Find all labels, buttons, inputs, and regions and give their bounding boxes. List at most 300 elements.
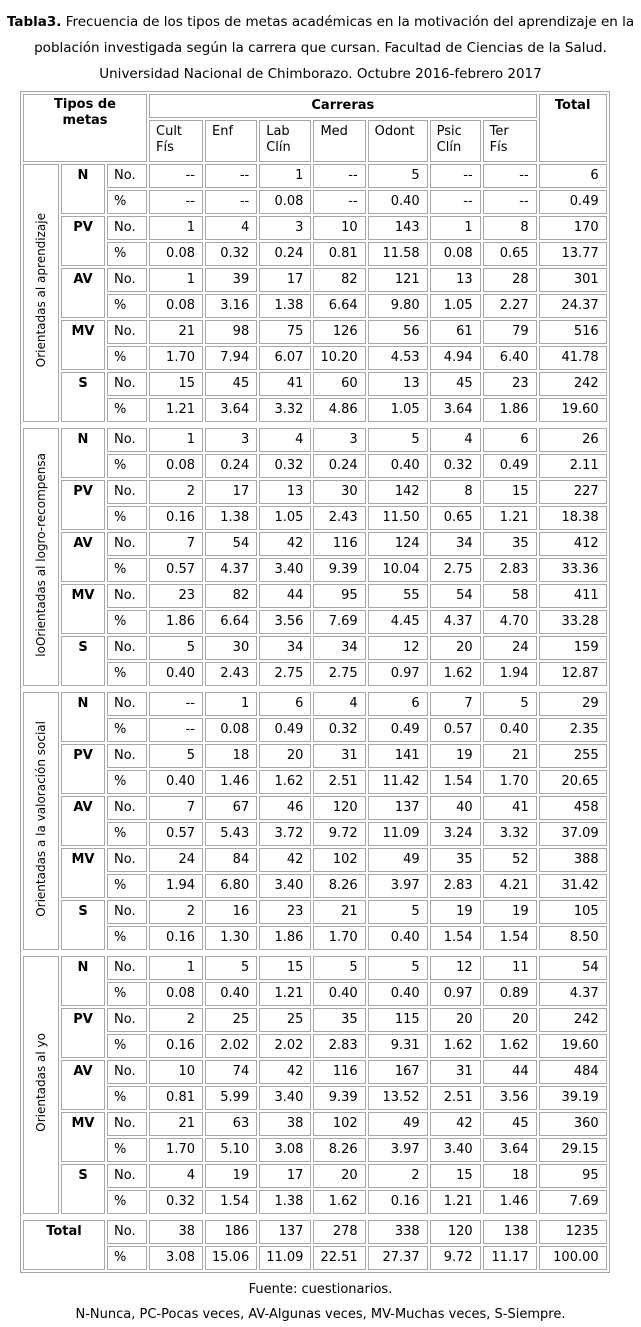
data-row xyxy=(23,294,607,318)
value-cell: 0.40 xyxy=(368,982,428,1006)
value-cell: 1.54 xyxy=(205,1190,257,1214)
group-label: Orientadas a la valoración social xyxy=(34,720,48,917)
measure-label-cell: % xyxy=(107,610,147,634)
value-cell: 9.31 xyxy=(368,1034,428,1058)
value-cell: 9.72 xyxy=(313,822,365,846)
value-cell: 61 xyxy=(430,320,481,344)
career-header-cell: Enf xyxy=(205,120,257,162)
value-cell: 12 xyxy=(368,636,428,660)
value-cell: 21 xyxy=(149,1112,203,1136)
value-cell: 6.80 xyxy=(205,874,257,898)
group-label: Orientadas al aprendizaje xyxy=(34,213,48,368)
value-cell: 1.70 xyxy=(483,770,537,794)
value-cell: 34 xyxy=(430,532,481,556)
value-cell: 278 xyxy=(313,1220,365,1244)
value-cell: 39 xyxy=(205,268,257,292)
value-cell: 0.97 xyxy=(430,982,481,1006)
value-cell: 39.19 xyxy=(539,1086,607,1110)
value-cell: 54 xyxy=(539,956,607,980)
value-cell: 255 xyxy=(539,744,607,768)
value-cell: 19 xyxy=(430,744,481,768)
header-row-1 xyxy=(23,94,607,118)
value-cell: 3 xyxy=(205,428,257,452)
value-cell: 5 xyxy=(368,900,428,924)
value-cell: 82 xyxy=(313,268,365,292)
value-cell: 13 xyxy=(259,480,311,504)
value-cell: 5 xyxy=(368,956,428,980)
value-cell: 24.37 xyxy=(539,294,607,318)
data-row xyxy=(23,268,607,292)
value-cell: 38 xyxy=(259,1112,311,1136)
value-cell: 25 xyxy=(205,1008,257,1032)
value-cell: 45 xyxy=(430,372,481,396)
measure-label-cell: % xyxy=(107,662,147,686)
value-cell: 30 xyxy=(205,636,257,660)
value-cell: 13 xyxy=(368,372,428,396)
value-cell: 5 xyxy=(149,744,203,768)
value-cell: 3.24 xyxy=(430,822,481,846)
goal-type-cell: S xyxy=(61,636,105,686)
value-cell: 458 xyxy=(539,796,607,820)
value-cell: 5 xyxy=(149,636,203,660)
data-row xyxy=(23,1138,607,1162)
value-cell: 2.75 xyxy=(430,558,481,582)
data-row xyxy=(23,982,607,1006)
value-cell: -- xyxy=(483,190,537,214)
value-cell: 31 xyxy=(430,1060,481,1084)
data-row xyxy=(23,320,607,344)
data-row xyxy=(23,372,607,396)
value-cell: 56 xyxy=(368,320,428,344)
value-cell: 301 xyxy=(539,268,607,292)
goal-type-cell: N xyxy=(61,692,105,742)
value-cell: 102 xyxy=(313,1112,365,1136)
value-cell: 6.64 xyxy=(313,294,365,318)
data-row xyxy=(23,190,607,214)
value-cell: 3.56 xyxy=(259,610,311,634)
measure-label-cell: No. xyxy=(107,744,147,768)
value-cell: 3.97 xyxy=(368,874,428,898)
value-cell: 4 xyxy=(149,1164,203,1188)
table-title-line-2: población investigada según la carrera que cursan. Facultad de Ciencias de la Salud. xyxy=(34,40,607,56)
value-cell: 20 xyxy=(313,1164,365,1188)
measure-label-cell: % xyxy=(107,398,147,422)
goal-type-cell: PV xyxy=(61,216,105,266)
value-cell: 1.05 xyxy=(430,294,481,318)
value-cell: 116 xyxy=(313,1060,365,1084)
value-cell: 3 xyxy=(259,216,311,240)
value-cell: 11 xyxy=(483,956,537,980)
value-cell: 11.50 xyxy=(368,506,428,530)
value-cell: 8.26 xyxy=(313,1138,365,1162)
measure-label-cell: No. xyxy=(107,1164,147,1188)
value-cell: 7 xyxy=(149,796,203,820)
value-cell: 141 xyxy=(368,744,428,768)
value-cell: 1 xyxy=(430,216,481,240)
value-cell: -- xyxy=(430,190,481,214)
value-cell: 63 xyxy=(205,1112,257,1136)
value-cell: 11.09 xyxy=(259,1246,311,1270)
value-cell: 74 xyxy=(205,1060,257,1084)
data-row xyxy=(23,662,607,686)
value-cell: 34 xyxy=(259,636,311,660)
group-label: loOrientadas al logro-recompensa xyxy=(34,452,48,657)
value-cell: 34 xyxy=(313,636,365,660)
value-cell: 1.62 xyxy=(430,662,481,686)
goal-type-cell: N xyxy=(61,428,105,478)
data-row xyxy=(23,584,607,608)
data-row xyxy=(23,744,607,768)
value-cell: 142 xyxy=(368,480,428,504)
value-cell: 55 xyxy=(368,584,428,608)
value-cell: 102 xyxy=(313,848,365,872)
value-cell: 13.77 xyxy=(539,242,607,266)
value-cell: 10.04 xyxy=(368,558,428,582)
value-cell: 0.89 xyxy=(483,982,537,1006)
value-cell: 0.16 xyxy=(368,1190,428,1214)
value-cell: 0.08 xyxy=(149,982,203,1006)
value-cell: 242 xyxy=(539,372,607,396)
goal-type-cell: MV xyxy=(61,320,105,370)
value-cell: 4 xyxy=(205,216,257,240)
data-row xyxy=(23,796,607,820)
value-cell: 0.24 xyxy=(205,454,257,478)
value-cell: 19.60 xyxy=(539,398,607,422)
goal-type-cell: S xyxy=(61,372,105,422)
value-cell: 31.42 xyxy=(539,874,607,898)
value-cell: 484 xyxy=(539,1060,607,1084)
value-cell: 8.26 xyxy=(313,874,365,898)
value-cell: 0.57 xyxy=(149,822,203,846)
value-cell: 11.42 xyxy=(368,770,428,794)
value-cell: 11.09 xyxy=(368,822,428,846)
value-cell: 41.78 xyxy=(539,346,607,370)
value-cell: 116 xyxy=(313,532,365,556)
value-cell: 29 xyxy=(539,692,607,716)
value-cell: -- xyxy=(149,692,203,716)
value-cell: 0.57 xyxy=(149,558,203,582)
header-carreras: Carreras xyxy=(149,94,537,118)
value-cell: 2.43 xyxy=(313,506,365,530)
value-cell: 0.08 xyxy=(205,718,257,742)
value-cell: 44 xyxy=(259,584,311,608)
value-cell: 126 xyxy=(313,320,365,344)
value-cell: 2.75 xyxy=(313,662,365,686)
goal-type-cell: MV xyxy=(61,584,105,634)
value-cell: -- xyxy=(430,164,481,188)
group-label-cell xyxy=(23,428,59,686)
value-cell: 0.65 xyxy=(483,242,537,266)
value-cell: 21 xyxy=(313,900,365,924)
frequency-table xyxy=(20,91,610,1273)
value-cell: 1.05 xyxy=(259,506,311,530)
value-cell: 28 xyxy=(483,268,537,292)
value-cell: 11.17 xyxy=(483,1246,537,1270)
value-cell: 4.94 xyxy=(430,346,481,370)
value-cell: 1.94 xyxy=(149,874,203,898)
value-cell: 2 xyxy=(149,900,203,924)
data-row xyxy=(23,1086,607,1110)
data-row xyxy=(23,900,607,924)
value-cell: 0.24 xyxy=(259,242,311,266)
data-row xyxy=(23,718,607,742)
value-cell: 20 xyxy=(430,1008,481,1032)
spacer-cell xyxy=(23,952,607,954)
measure-label-cell: % xyxy=(107,294,147,318)
value-cell: 42 xyxy=(259,848,311,872)
value-cell: 58 xyxy=(483,584,537,608)
value-cell: 0.40 xyxy=(368,926,428,950)
value-cell: 17 xyxy=(205,480,257,504)
goal-type-cell: MV xyxy=(61,1112,105,1162)
value-cell: 12.87 xyxy=(539,662,607,686)
value-cell: 1.94 xyxy=(483,662,537,686)
data-row xyxy=(23,454,607,478)
group-spacer-row xyxy=(23,424,607,426)
total-row xyxy=(23,1220,607,1244)
goal-type-cell: AV xyxy=(61,268,105,318)
value-cell: 0.40 xyxy=(368,190,428,214)
career-header-cell: Cult Fís xyxy=(149,120,203,162)
value-cell: 2.51 xyxy=(313,770,365,794)
value-cell: 0.81 xyxy=(149,1086,203,1110)
value-cell: 8.50 xyxy=(539,926,607,950)
career-header-cell: Lab Clín xyxy=(259,120,311,162)
value-cell: 40 xyxy=(430,796,481,820)
value-cell: 6 xyxy=(259,692,311,716)
value-cell: 1.86 xyxy=(259,926,311,950)
value-cell: 19 xyxy=(205,1164,257,1188)
value-cell: 67 xyxy=(205,796,257,820)
value-cell: 1.54 xyxy=(430,770,481,794)
value-cell: 4 xyxy=(313,692,365,716)
measure-label-cell: % xyxy=(107,242,147,266)
value-cell: 1.21 xyxy=(259,982,311,1006)
value-cell: 45 xyxy=(483,1112,537,1136)
value-cell: 4.45 xyxy=(368,610,428,634)
value-cell: 37.09 xyxy=(539,822,607,846)
value-cell: -- xyxy=(313,190,365,214)
value-cell: 4.70 xyxy=(483,610,537,634)
goal-type-cell: AV xyxy=(61,1060,105,1110)
table-title-line-1 xyxy=(0,9,641,35)
value-cell: 46 xyxy=(259,796,311,820)
value-cell: 4.37 xyxy=(205,558,257,582)
value-cell: -- xyxy=(205,164,257,188)
value-cell: -- xyxy=(149,190,203,214)
value-cell: 1.86 xyxy=(483,398,537,422)
value-cell: 17 xyxy=(259,268,311,292)
measure-label-cell: No. xyxy=(107,164,147,188)
value-cell: 19 xyxy=(483,900,537,924)
data-row xyxy=(23,558,607,582)
data-row xyxy=(23,216,607,240)
value-cell: 7.69 xyxy=(313,610,365,634)
value-cell: 24 xyxy=(149,848,203,872)
value-cell: 6 xyxy=(483,428,537,452)
value-cell: 13 xyxy=(430,268,481,292)
value-cell: 0.32 xyxy=(205,242,257,266)
measure-label-cell: No. xyxy=(107,848,147,872)
data-row xyxy=(23,242,607,266)
value-cell: 4.86 xyxy=(313,398,365,422)
measure-label-cell: No. xyxy=(107,796,147,820)
value-cell: 17 xyxy=(259,1164,311,1188)
measure-label-cell: % xyxy=(107,1034,147,1058)
value-cell: 0.97 xyxy=(368,662,428,686)
value-cell: 42 xyxy=(430,1112,481,1136)
value-cell: 0.08 xyxy=(149,242,203,266)
data-row xyxy=(23,926,607,950)
group-label-cell xyxy=(23,164,59,422)
value-cell: 23 xyxy=(149,584,203,608)
goal-type-cell: PV xyxy=(61,480,105,530)
measure-label-cell: No. xyxy=(107,1220,147,1244)
value-cell: 6 xyxy=(539,164,607,188)
group-label-cell xyxy=(23,956,59,1214)
measure-label-cell: No. xyxy=(107,268,147,292)
value-cell: 18 xyxy=(205,744,257,768)
value-cell: 23 xyxy=(259,900,311,924)
value-cell: 0.16 xyxy=(149,926,203,950)
data-row xyxy=(23,770,607,794)
value-cell: 1.38 xyxy=(259,294,311,318)
data-row xyxy=(23,398,607,422)
value-cell: 49 xyxy=(368,1112,428,1136)
value-cell: 2.02 xyxy=(259,1034,311,1058)
value-cell: 1.30 xyxy=(205,926,257,950)
value-cell: 15 xyxy=(483,480,537,504)
measure-label-cell: % xyxy=(107,1138,147,1162)
value-cell: 3.40 xyxy=(430,1138,481,1162)
value-cell: 33.28 xyxy=(539,610,607,634)
value-cell: 41 xyxy=(259,372,311,396)
value-cell: 7 xyxy=(430,692,481,716)
table-header xyxy=(23,94,607,162)
value-cell: 3.08 xyxy=(149,1246,203,1270)
value-cell: 0.49 xyxy=(539,190,607,214)
value-cell: 45 xyxy=(205,372,257,396)
value-cell: 0.49 xyxy=(259,718,311,742)
group-spacer-row xyxy=(23,688,607,690)
value-cell: 44 xyxy=(483,1060,537,1084)
value-cell: 2.83 xyxy=(313,1034,365,1058)
value-cell: 0.08 xyxy=(430,242,481,266)
header-tipos-de-metas: Tipos de metas xyxy=(23,94,147,162)
value-cell: 3.40 xyxy=(259,558,311,582)
measure-label-cell: No. xyxy=(107,900,147,924)
value-cell: 18.38 xyxy=(539,506,607,530)
value-cell: 0.49 xyxy=(368,718,428,742)
value-cell: 167 xyxy=(368,1060,428,1084)
value-cell: 0.49 xyxy=(483,454,537,478)
value-cell: 3.40 xyxy=(259,1086,311,1110)
data-row xyxy=(23,1190,607,1214)
value-cell: 242 xyxy=(539,1008,607,1032)
value-cell: 1 xyxy=(259,164,311,188)
measure-label-cell: % xyxy=(107,454,147,478)
value-cell: 20 xyxy=(483,1008,537,1032)
data-row xyxy=(23,1034,607,1058)
value-cell: 1 xyxy=(205,692,257,716)
legend-note: N-Nunca, PC-Pocas veces, AV-Algunas veces, MV-Muchas veces, S-Siempre. xyxy=(75,1307,566,1322)
table-body xyxy=(23,164,607,1270)
measure-label-cell: No. xyxy=(107,216,147,240)
value-cell: 0.40 xyxy=(149,662,203,686)
value-cell: 9.39 xyxy=(313,558,365,582)
value-cell: 5.43 xyxy=(205,822,257,846)
measure-label-cell: % xyxy=(107,926,147,950)
spacer-cell xyxy=(23,1216,607,1218)
value-cell: 0.08 xyxy=(149,454,203,478)
value-cell: 15 xyxy=(259,956,311,980)
value-cell: 0.32 xyxy=(430,454,481,478)
value-cell: 338 xyxy=(368,1220,428,1244)
value-cell: 54 xyxy=(430,584,481,608)
value-cell: 9.39 xyxy=(313,1086,365,1110)
value-cell: 33.36 xyxy=(539,558,607,582)
value-cell: 5 xyxy=(205,956,257,980)
value-cell: 30 xyxy=(313,480,365,504)
value-cell: 0.32 xyxy=(259,454,311,478)
value-cell: 27.37 xyxy=(368,1246,428,1270)
value-cell: 35 xyxy=(483,532,537,556)
data-row xyxy=(23,610,607,634)
value-cell: 4.21 xyxy=(483,874,537,898)
value-cell: -- xyxy=(149,718,203,742)
table-title-line-3: Universidad Nacional de Chimborazo. Octubre 2016-febrero 2017 xyxy=(99,66,542,82)
value-cell: 4 xyxy=(430,428,481,452)
value-cell: 1.62 xyxy=(259,770,311,794)
value-cell: 120 xyxy=(313,796,365,820)
value-cell: 105 xyxy=(539,900,607,924)
value-cell: 1.21 xyxy=(149,398,203,422)
value-cell: 49 xyxy=(368,848,428,872)
value-cell: 82 xyxy=(205,584,257,608)
value-cell: 2.35 xyxy=(539,718,607,742)
measure-label-cell: % xyxy=(107,1190,147,1214)
career-header-cell: Ter Fís xyxy=(483,120,537,162)
value-cell: 5 xyxy=(313,956,365,980)
value-cell: 2.27 xyxy=(483,294,537,318)
value-cell: 4 xyxy=(259,428,311,452)
value-cell: 2 xyxy=(149,1008,203,1032)
value-cell: 20 xyxy=(430,636,481,660)
measure-label-cell: No. xyxy=(107,428,147,452)
data-row xyxy=(23,1060,607,1084)
data-row xyxy=(23,822,607,846)
value-cell: 13.52 xyxy=(368,1086,428,1110)
value-cell: 0.40 xyxy=(368,454,428,478)
value-cell: 2.83 xyxy=(430,874,481,898)
value-cell: 54 xyxy=(205,532,257,556)
data-row xyxy=(23,636,607,660)
value-cell: 38 xyxy=(149,1220,203,1244)
value-cell: 8 xyxy=(483,216,537,240)
value-cell: 2.75 xyxy=(259,662,311,686)
value-cell: 3.32 xyxy=(483,822,537,846)
measure-label-cell: No. xyxy=(107,1112,147,1136)
table-title-text: Frecuencia de los tipos de metas académicas en la motivación del aprendizaje en la xyxy=(65,14,635,30)
data-row xyxy=(23,506,607,530)
spacer-cell xyxy=(23,688,607,690)
value-cell: 1.70 xyxy=(149,1138,203,1162)
value-cell: 170 xyxy=(539,216,607,240)
value-cell: 5.10 xyxy=(205,1138,257,1162)
goal-type-cell: AV xyxy=(61,532,105,582)
value-cell: 3.64 xyxy=(205,398,257,422)
value-cell: 24 xyxy=(483,636,537,660)
